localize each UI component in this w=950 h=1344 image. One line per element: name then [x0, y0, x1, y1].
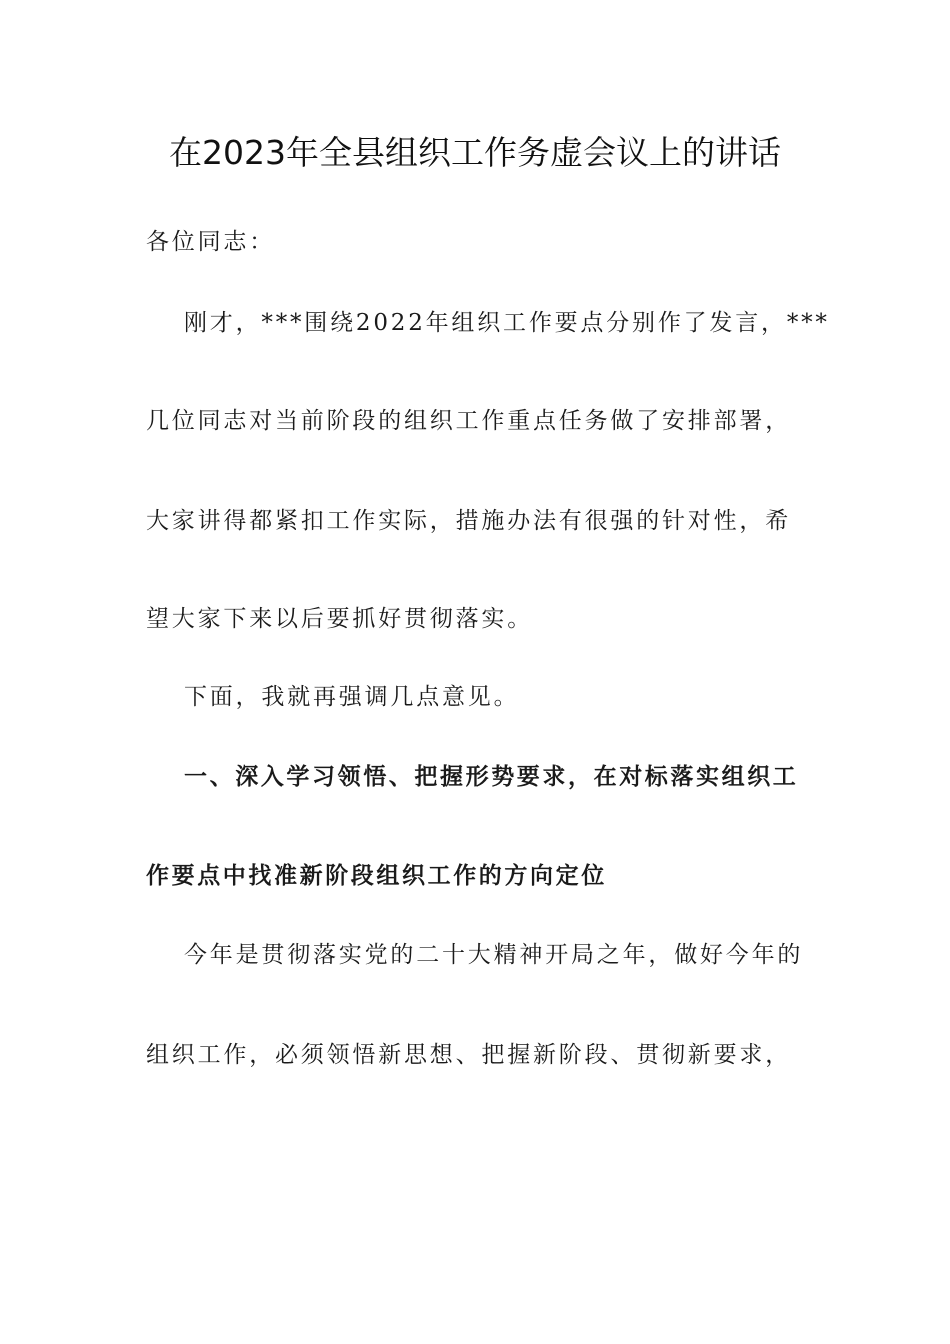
- paragraph-line: 大家讲得都紧扣工作实际，措施办法有很强的针对性，希: [146, 508, 791, 534]
- paragraph-line: 下面，我就再强调几点意见。: [184, 684, 520, 710]
- paragraph-line: 组织工作，必须领悟新思想、把握新阶段、贯彻新要求，: [146, 1042, 791, 1068]
- paragraph-line: 刚才，***围绕2022年组织工作要点分别作了发言，***: [184, 310, 830, 336]
- salutation: 各位同志：: [146, 229, 275, 255]
- section-heading-line: 作要点中找准新阶段组织工作的方向定位: [146, 863, 607, 889]
- paragraph-line: 望大家下来以后要抓好贯彻落实。: [146, 606, 533, 632]
- document-title: 在2023年全县组织工作务虚会议上的讲话: [169, 133, 781, 172]
- paragraph-line: 今年是贯彻落实党的二十大精神开局之年，做好今年的: [184, 942, 804, 968]
- section-heading-line: 一、深入学习领悟、把握形势要求，在对标落实组织工: [184, 764, 799, 790]
- paragraph-line: 几位同志对当前阶段的组织工作重点任务做了安排部署，: [146, 408, 791, 434]
